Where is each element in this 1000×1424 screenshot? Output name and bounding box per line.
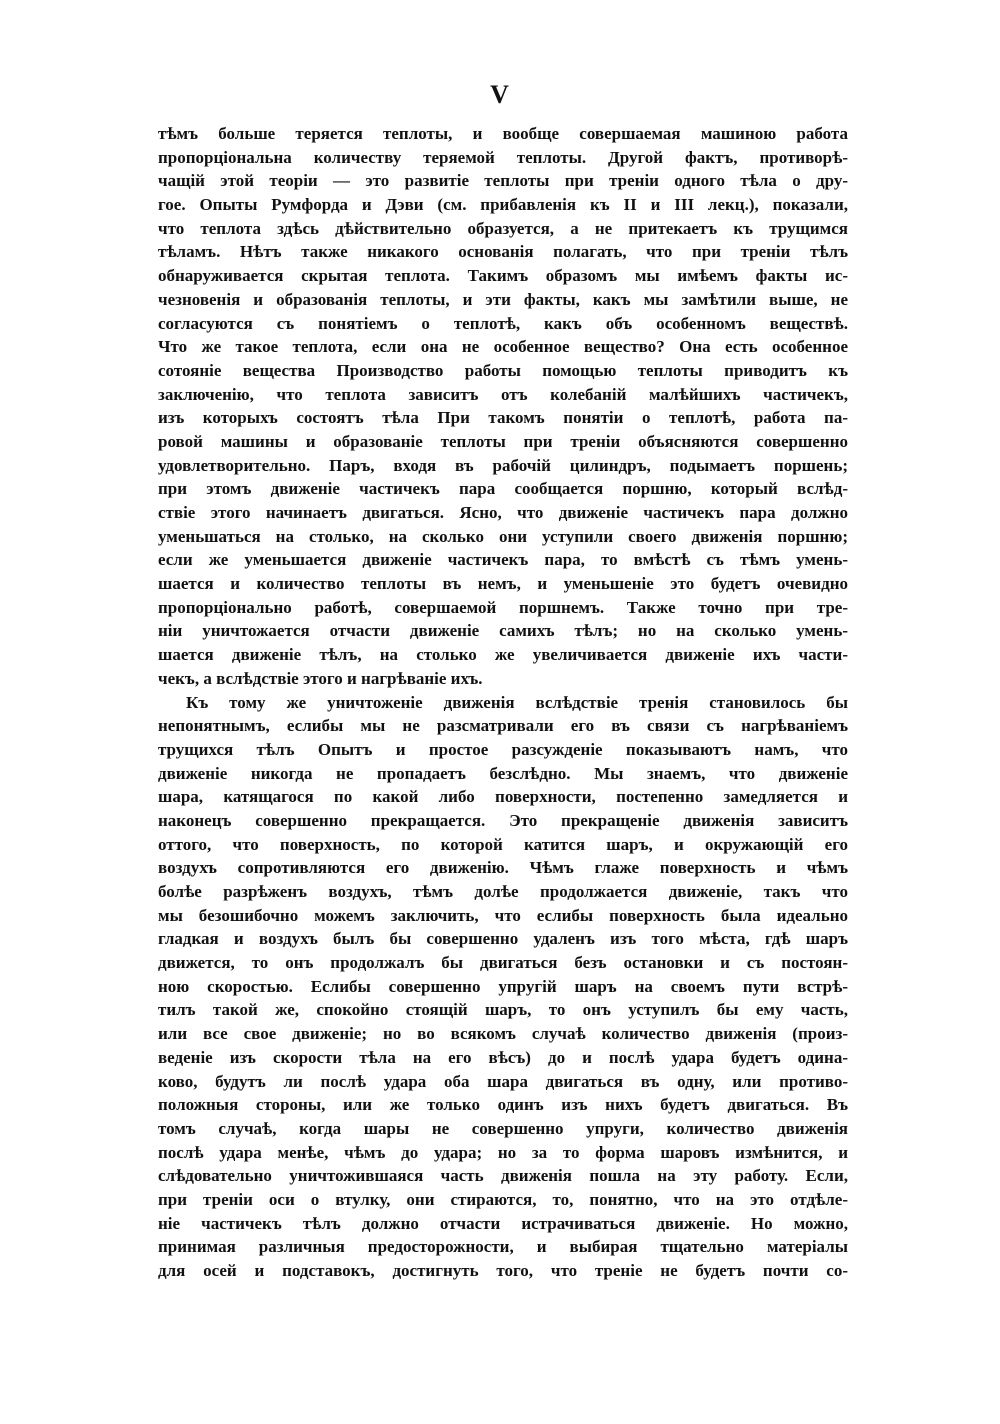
- text-line: обнаруживается скрытая теплота. Такимъ образомъ мы имѣемъ факты ис-: [158, 266, 848, 286]
- text-line: положныя стороны, или же только одинъ изъ нихъ будетъ двигаться. Въ: [158, 1095, 848, 1115]
- text-line: чезновенія и образованія теплоты, и эти факты, какъ мы замѣтили выше, не: [158, 289, 848, 309]
- text-line: при треніи оси о втулку, они стираются, то, понятно, что на это отдѣле-: [158, 1189, 848, 1209]
- text-line: или все свое движеніе; но во всякомъ случаѣ количество движенія (произ-: [158, 1024, 848, 1044]
- text-line: ствіе этого начинаетъ двигаться. Ясно, что движеніе частичекъ пара должно: [158, 503, 848, 522]
- text-line: движется, то онъ продолжалъ бы двигаться безъ остановки и съ постоян-: [158, 953, 848, 973]
- text-line: ною скоростью. Еслибы совершенно упругій шаръ на своемъ пути встрѣ-: [158, 976, 848, 996]
- page-number: V: [490, 80, 510, 109]
- text-line: пропорціонально работѣ, совершаемой поршнемъ. Также точно при тре-: [158, 597, 848, 617]
- text-line: томъ случаѣ, когда шары не совершенно упруги, количество движенія: [158, 1118, 848, 1138]
- text-line: тѣмъ больше теряется теплоты, и вообще совершаемая машиною работа: [158, 124, 848, 143]
- text-line: если же уменьшается движеніе частичекъ пара, то вмѣстѣ съ тѣмъ умень-: [158, 550, 848, 570]
- text-line: слѣдовательно уничтожившаяся часть движенія пошла на эту работу. Если,: [158, 1166, 848, 1186]
- text-line: шается движеніе тѣлъ, на столько же увеличивается движеніе ихъ части-: [158, 645, 848, 665]
- text-line: уменьшаться на столько, на сколько они уступили своего движенія поршню;: [158, 526, 848, 546]
- text-line: оттого, что поверхность, по которой катится шаръ, и окружающій его: [158, 834, 848, 854]
- text-line: ково, будутъ ли послѣ удара оба шара двигаться въ одну, или противо-: [158, 1071, 848, 1091]
- text-line: воздухъ сопротивляются его движенію. Чѣмъ глаже поверхность и чѣмъ: [158, 858, 848, 878]
- text-line: послѣ удара менѣе, чѣмъ до удара; но за то форма шаровъ измѣнится, и: [158, 1142, 848, 1162]
- text-line: изъ которыхъ состоятъ тѣла При такомъ понятіи о теплотѣ, работа па-: [158, 408, 848, 428]
- text-line: ніе частичекъ тѣлъ должно отчасти истрачиваться движеніе. Но можно,: [158, 1213, 848, 1233]
- text-line: веденіе изъ скорости тѣла на его вѣсъ) до и послѣ удара будетъ одина-: [158, 1047, 848, 1067]
- text-line: мы безошибочно можемъ заключить, что еслибы поверхность была идеально: [158, 905, 848, 925]
- body-text: [158, 122, 848, 1283]
- text-line: согласуются съ понятіемъ о теплотѣ, какъ объ особенномъ веществѣ.: [158, 313, 848, 333]
- text-line: пропорціональна количеству теряемой теплоты. Другой фактъ, противорѣ-: [158, 147, 848, 167]
- text-line: для осей и подставокъ, достигнуть того, что треніе не будетъ почти со-: [158, 1261, 848, 1280]
- text-line: непонятнымъ, еслибы мы не разсматривали его въ связи съ нагрѣваніемъ: [158, 716, 848, 736]
- text-line: шается и количество теплоты въ немъ, и уменьшеніе это будетъ очевидно: [158, 574, 848, 594]
- text-line: Что же такое теплота, если она не особенное вещество? Она есть особенное: [158, 337, 848, 357]
- text-line: ніи уничтожается отчасти движеніе самихъ тѣлъ; но на сколько умень-: [158, 621, 848, 641]
- text-line: тилъ такой же, спокойно стоящій шаръ, то онъ уступилъ бы ему часть,: [158, 1000, 848, 1020]
- text-line: удовлетворительно. Паръ, входя въ рабочій цилиндръ, подымаетъ поршень;: [158, 455, 848, 475]
- text-line: заключенію, что теплота зависитъ отъ колебаній малѣйшихъ частичекъ,: [158, 384, 848, 404]
- text-line: гладкая и воздухъ былъ бы совершенно удаленъ изъ того мѣста, гдѣ шаръ: [158, 929, 848, 949]
- text-line: что теплота здѣсь дѣйствительно образуется, а не притекаетъ къ трущимся: [158, 218, 848, 238]
- text-line: гое. Опыты Румфорда и Дэви (см. прибавленія къ II и III лекц.), показали,: [158, 195, 848, 215]
- text-line: трущихся тѣлъ Опытъ и простое разсужденіе показываютъ намъ, что: [158, 739, 848, 759]
- text-line: наконецъ совершенно прекращается. Это прекращеніе движенія зависитъ: [158, 810, 848, 830]
- text-line: чащій этой теоріи — это развитіе теплоты при треніи одного тѣла о дру-: [158, 171, 848, 191]
- text-line: сотояніе вещества Производство работы помощью теплоты приводитъ къ: [158, 360, 848, 380]
- text-line: шара, катящагося по какой либо поверхности, постепенно замедляется и: [158, 787, 848, 807]
- text-line: тѣламъ. Нѣтъ также никакого основанія полагать, что при треніи тѣлъ: [158, 242, 848, 262]
- text-line: при этомъ движеніе частичекъ пара сообщается поршню, который вслѣд-: [158, 479, 848, 499]
- paragraph-start-line: Къ тому же уничтоженіе движенія вслѣдствіе тренія становилось бы: [186, 692, 848, 712]
- text-line: движеніе никогда не пропадаетъ безслѣдно. Мы знаемъ, что движеніе: [158, 763, 848, 783]
- text-line: болѣе разрѣженъ воздухъ, тѣмъ долѣе продолжается движеніе, такъ что: [158, 882, 848, 901]
- text-line: ровой машины и образованіе теплоты при треніи объясняются совершенно: [158, 431, 848, 451]
- text-line: принимая различныя предосторожности, и выбирая тщательно матеріалы: [158, 1237, 848, 1257]
- paragraph-end-line: чекъ, а вслѣдствіе этого и нагрѣваніе ихъ.: [158, 668, 483, 688]
